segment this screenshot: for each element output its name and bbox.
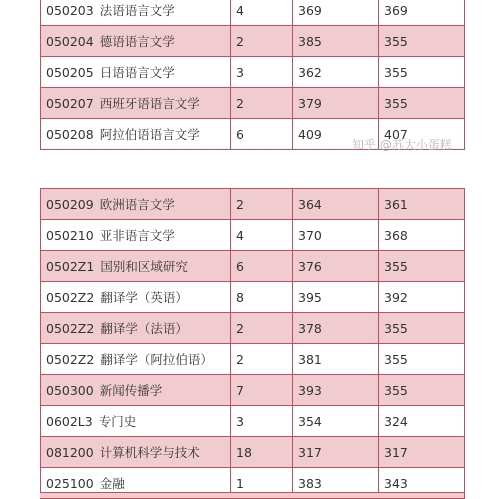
score-cell: 369	[379, 0, 465, 26]
count-cell: 4	[231, 220, 293, 251]
major-code: 0502Z2	[46, 290, 95, 305]
major-code: 050203	[46, 3, 94, 18]
score-cell: 378	[293, 313, 379, 344]
major-cell	[41, 119, 231, 150]
score-cell: 409	[293, 119, 379, 150]
major-code: 050205	[46, 65, 94, 80]
major-code: 0502Z2	[46, 352, 95, 367]
major-cell	[41, 0, 231, 26]
major-code: 0602L3	[46, 414, 93, 429]
score-cell: 355	[379, 344, 465, 375]
major-name: 亚非语言文学	[99, 228, 175, 243]
major-code: 025100	[46, 476, 94, 491]
major-name: 计算机科学与技术	[99, 445, 200, 460]
watermark: 知乎 @苏大小蛋糕	[352, 138, 452, 152]
score-cell: 395	[293, 282, 379, 313]
count-cell: 2	[231, 26, 293, 57]
score-cell: 392	[379, 282, 465, 313]
count-cell: 3	[231, 406, 293, 437]
major-name: 新闻传播学	[99, 383, 163, 398]
major-code: 0502Z2	[46, 321, 95, 336]
table-row	[41, 220, 465, 251]
score-table-bottom	[40, 188, 465, 499]
count-cell: 6	[231, 119, 293, 150]
major-name: 金融	[99, 476, 125, 491]
score-cell: 317	[293, 437, 379, 468]
score-cell: 376	[293, 251, 379, 282]
count-cell: 2	[231, 189, 293, 220]
major-name: 日语语言文学	[99, 65, 175, 80]
table-row	[41, 26, 465, 57]
table-row	[41, 88, 465, 119]
table-row	[41, 251, 465, 282]
score-cell: 343	[379, 468, 465, 499]
count-cell: 2	[231, 88, 293, 119]
count-cell: 2	[231, 344, 293, 375]
table-row	[41, 0, 465, 26]
count-cell: 3	[231, 57, 293, 88]
count-cell: 7	[231, 375, 293, 406]
score-cell: 355	[379, 57, 465, 88]
score-cell: 355	[379, 375, 465, 406]
table-row	[41, 344, 465, 375]
score-cell: 383	[293, 468, 379, 499]
major-code: 050300	[46, 383, 94, 398]
major-code: 081200	[46, 445, 94, 460]
major-name: 西班牙语语言文学	[99, 96, 200, 111]
major-cell	[41, 406, 231, 437]
major-code: 050209	[46, 197, 94, 212]
count-cell: 4	[231, 0, 293, 26]
major-code: 050204	[46, 34, 94, 49]
major-name: 翻译学（法语）	[100, 321, 188, 336]
major-cell	[41, 220, 231, 251]
table-row	[41, 282, 465, 313]
score-cell: 361	[379, 189, 465, 220]
major-name: 法语语言文学	[99, 3, 175, 18]
score-cell: 355	[379, 313, 465, 344]
major-name: 翻译学（阿拉伯语）	[100, 352, 213, 367]
count-cell: 6	[231, 251, 293, 282]
major-name: 阿拉伯语语言文学	[99, 127, 200, 142]
count-cell: 18	[231, 437, 293, 468]
major-code: 050210	[46, 228, 94, 243]
major-name: 德语语言文学	[99, 34, 175, 49]
score-cell: 368	[379, 220, 465, 251]
table-row	[41, 406, 465, 437]
major-code: 050208	[46, 127, 94, 142]
table-row	[41, 57, 465, 88]
score-cell: 385	[293, 26, 379, 57]
score-cell: 354	[293, 406, 379, 437]
major-cell	[41, 251, 231, 282]
next-row-edge	[40, 492, 464, 498]
count-cell: 8	[231, 282, 293, 313]
count-cell: 2	[231, 313, 293, 344]
table-row	[41, 189, 465, 220]
table-row	[41, 375, 465, 406]
major-cell	[41, 313, 231, 344]
major-cell	[41, 88, 231, 119]
count-cell: 1	[231, 468, 293, 499]
major-name: 翻译学（英语）	[100, 290, 188, 305]
score-cell: 407	[379, 119, 465, 150]
major-code: 0502Z1	[46, 259, 95, 274]
score-cell: 362	[293, 57, 379, 88]
major-cell	[41, 437, 231, 468]
major-cell	[41, 26, 231, 57]
major-name: 欧洲语言文学	[99, 197, 175, 212]
major-cell	[41, 282, 231, 313]
score-cell: 393	[293, 375, 379, 406]
score-cell: 355	[379, 88, 465, 119]
score-cell: 317	[379, 437, 465, 468]
major-cell	[41, 189, 231, 220]
major-cell	[41, 344, 231, 375]
major-name: 专门史	[98, 414, 137, 429]
score-cell: 355	[379, 26, 465, 57]
table-row	[41, 119, 465, 150]
score-table-top	[40, 0, 465, 150]
score-cell: 324	[379, 406, 465, 437]
score-cell: 370	[293, 220, 379, 251]
score-cell: 369	[293, 0, 379, 26]
table-row	[41, 437, 465, 468]
score-cell: 355	[379, 251, 465, 282]
major-name: 国别和区域研究	[100, 259, 188, 274]
score-cell: 381	[293, 344, 379, 375]
score-cell: 379	[293, 88, 379, 119]
table-row	[41, 313, 465, 344]
major-cell	[41, 375, 231, 406]
score-cell: 364	[293, 189, 379, 220]
major-code: 050207	[46, 96, 94, 111]
major-cell	[41, 57, 231, 88]
